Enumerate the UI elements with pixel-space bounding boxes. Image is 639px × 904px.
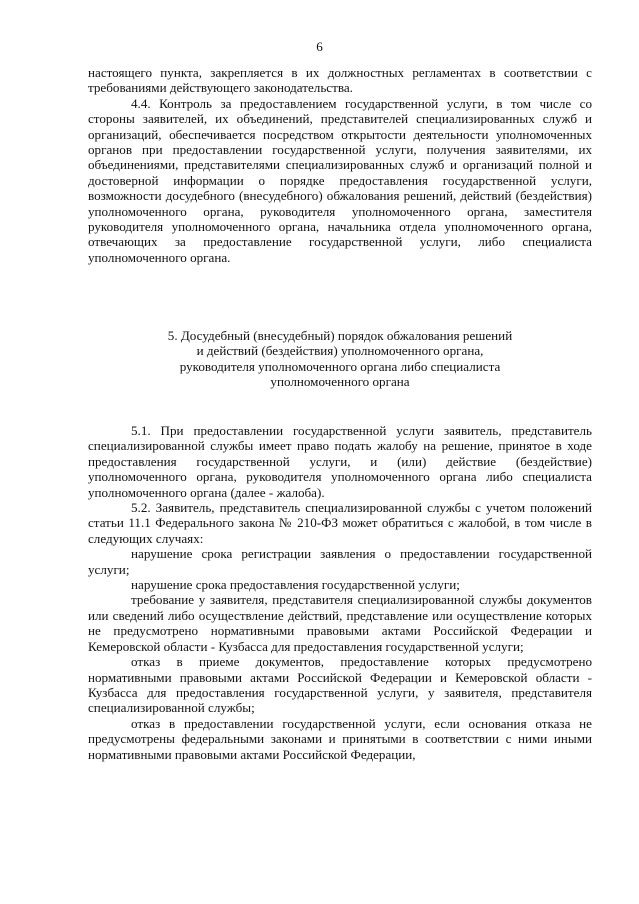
heading-line: руководителя уполномоченного органа либо специалиста — [179, 358, 501, 374]
page-number: 6 — [316, 39, 323, 54]
case-item: нарушение срока регистрации заявления о предоставлении государственной услуги; — [88, 546, 592, 577]
case-item: нарушение срока предоставления государственной услуги; — [131, 577, 460, 593]
paragraph-4-4: 4.4. Контроль за предоставлением государственной услуги, в том числе со стороны заявителей, их объединений, представителей специализированных служб и организаций, обеспечивается посредством открытости деятельности уполномоченных органов при предоставлении государственной услуги, получения заявителями, их объединениями, представителями специализированных служб и организаций полной и достоверной информации о порядке предоставления государственной услуги, возможности досудебного (внесудебного) обжалования решений, действий (бездействия) уполномоченного органа, руководителя уполномоченного органа, заместителя руководителя уполномоченного органа, начальника отдела уполномоченного органа, отвечающих за предоставление государственной услуги, либо специалиста уполномоченного органа. — [88, 95, 592, 265]
heading-line: 5. Досудебный (внесудебный) порядок обжалования решений — [167, 328, 513, 343]
paragraph-5-1: 5.1. При предоставлении государственной услуги заявитель, представитель специализированной службы имеет право подать жалобу на решение, принятое в ходе предоставления государственной услуги, и (или) действие (бездействие) уполномоченного органа, руководителя уполномоченного органа либо специалиста уполномоченного органа (далее - жалоба). — [88, 423, 592, 500]
case-item: отказ в приеме документов, предоставление которых предусмотрено нормативными правовыми актами Российской Федерации и Кемеровской области - Кузбасса для предоставления государственной услуги, у заявителя, представителя специализированной службы; — [88, 654, 592, 716]
section-5-text — [88, 423, 592, 762]
case-item: отказ в предоставлении государственной услуги, если основания отказа не предусмотрены федеральными законами и принятыми в соответствии с ними иными нормативными правовыми актами Российской Федерации, — [88, 715, 592, 762]
continuation-paragraph: настоящего пункта, закрепляется в их должностных регламентах в соответствии с требованиями действующего законодательства. — [88, 65, 592, 96]
case-item: требование у заявителя, представителя специализированной службы документов или сведений либо осуществление действий, представление или осуществление которых не предусмотрено нормативными правовыми актами Российской Федерации и Кемеровской области - Кузбасса для предоставления государственной услуги; — [88, 592, 592, 654]
heading-line: и действий (бездействия) уполномоченного органа, — [196, 343, 484, 359]
section-5-heading — [100, 328, 580, 390]
paragraph-5-2: 5.2. Заявитель, представитель специализированной службы с учетом положений статьи 11.1 Федерального закона № 210-ФЗ может обратиться с жалобой, в том числе в следующих случаях: — [88, 500, 592, 546]
heading-line: уполномоченного органа — [270, 374, 410, 390]
section-4-text — [88, 65, 592, 265]
